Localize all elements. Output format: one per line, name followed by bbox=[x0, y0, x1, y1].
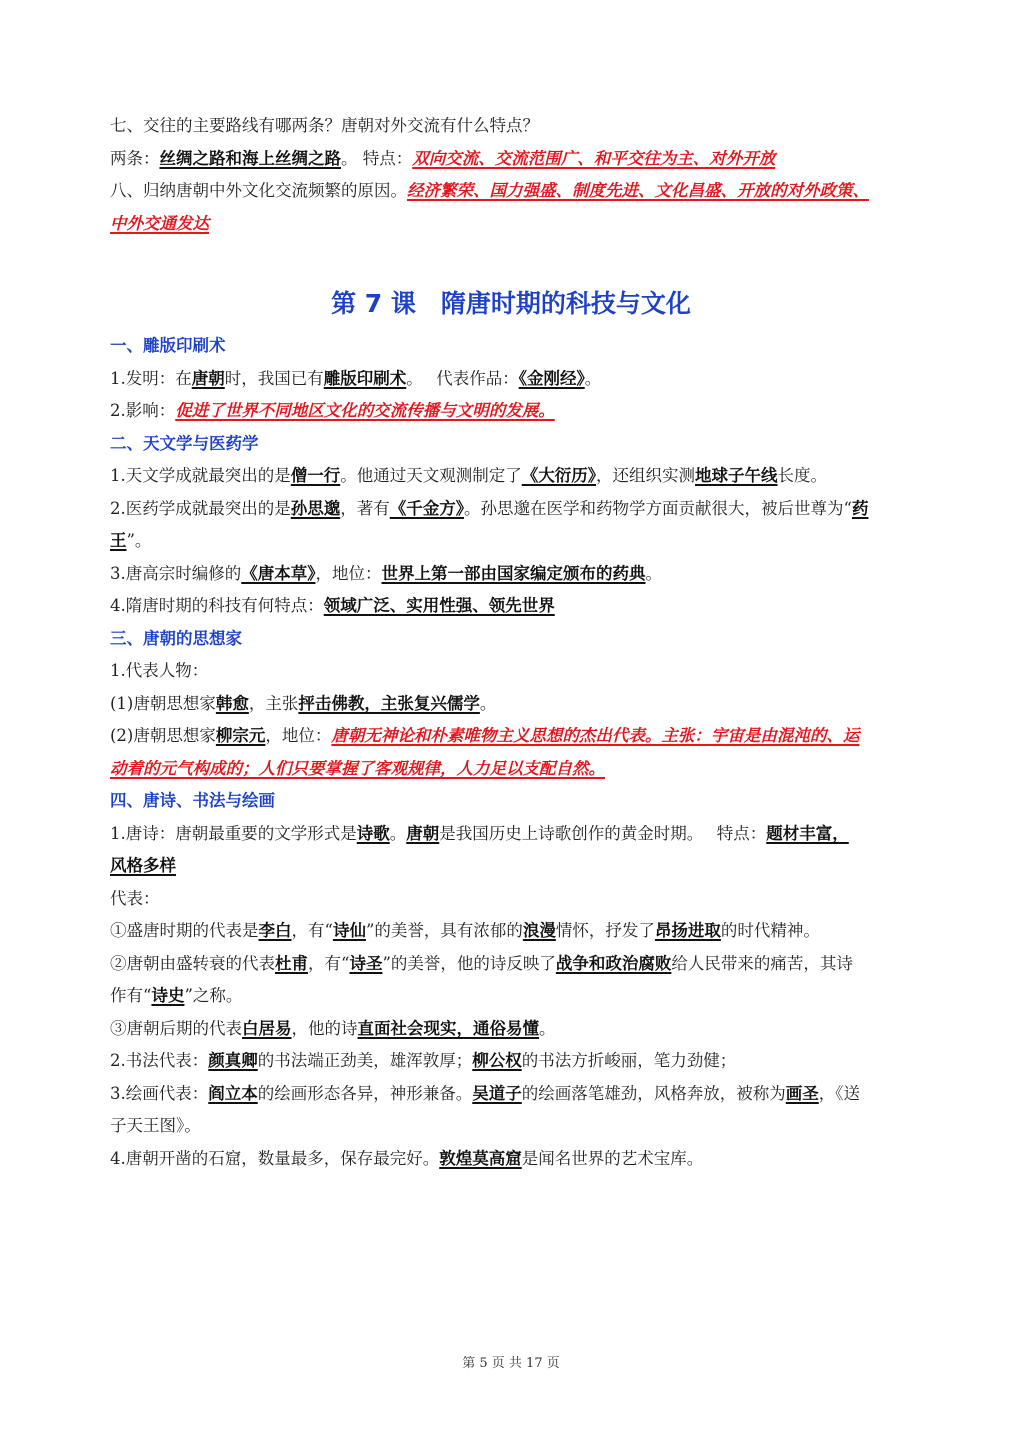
text: ③唐朝后期的代表 bbox=[110, 1018, 242, 1038]
keyword: 题材丰富， bbox=[766, 823, 849, 843]
text: ”的美誉，具有浓郁的 bbox=[365, 921, 523, 940]
s2-line-2-cont bbox=[110, 525, 912, 558]
keyword: 世界上第一部由国家编定颁布的药典 bbox=[381, 563, 646, 583]
text: 的书法端正劲美，雄浑敦厚； bbox=[257, 1051, 473, 1070]
text: 的绘画形态各异，神形兼备。 bbox=[257, 1083, 473, 1103]
s4-line-2: 代表： bbox=[110, 888, 160, 908]
text: 的书法方折峻丽，笔力劲健； bbox=[521, 1051, 737, 1070]
keyword: 诗圣 bbox=[349, 953, 383, 973]
section-heading-printing: 一、雕版印刷术 bbox=[110, 336, 226, 355]
text: 1.发明：在 bbox=[110, 368, 192, 388]
s4-line-1-cont bbox=[110, 850, 912, 883]
keyword: 王 bbox=[110, 531, 127, 550]
keyword: 《千金方》 bbox=[389, 498, 464, 518]
s2-line-3 bbox=[110, 558, 912, 591]
text: ”的美誉，他的诗反映了 bbox=[382, 953, 556, 973]
text: ，他的诗 bbox=[291, 1018, 358, 1038]
page-content bbox=[110, 110, 912, 1175]
keyword: 雕版印刷术 bbox=[323, 368, 407, 388]
keyword: 孙思邈 bbox=[290, 498, 341, 518]
s4-line-7 bbox=[110, 1078, 912, 1111]
keyword: 画圣 bbox=[785, 1083, 819, 1103]
s4-line-4 bbox=[110, 948, 912, 981]
keyword: 风格多样 bbox=[110, 856, 176, 875]
s3-line-2 bbox=[110, 688, 912, 721]
keyword: 诗仙 bbox=[332, 921, 366, 940]
text: ，有“ bbox=[291, 921, 333, 940]
text: ，主张 bbox=[248, 693, 299, 713]
text: 3.绘画代表： bbox=[110, 1083, 209, 1103]
text: 1.唐诗：唐朝最重要的文学形式是 bbox=[110, 823, 357, 843]
keyword: 直面社会现实，通俗易懂 bbox=[357, 1018, 539, 1038]
text: 。 bbox=[539, 1018, 556, 1038]
text: 是我国历史上诗歌创作的黄金时期。 特点： bbox=[439, 823, 767, 843]
text: 。 代表作品： bbox=[406, 368, 519, 388]
s1-line-2 bbox=[110, 395, 912, 428]
text: 子天王图》。 bbox=[110, 1116, 201, 1135]
text: ，著有 bbox=[340, 498, 390, 518]
text: 情怀，抒发了 bbox=[555, 921, 655, 940]
red-answer: 促进了世界不同地区文化的交流传播与文明的发展。 bbox=[175, 401, 555, 420]
s3-line-3 bbox=[110, 720, 912, 753]
text: ”之称。 bbox=[184, 986, 243, 1005]
text: ，《送 bbox=[818, 1083, 860, 1103]
q7-answer-features: 双向交流、交流范围广、和平交往为主、对外开放 bbox=[412, 148, 776, 168]
keyword: 领域广泛、实用性强、领先世界 bbox=[323, 596, 555, 615]
section-heading-thinkers: 三、唐朝的思想家 bbox=[110, 628, 242, 648]
keyword: 诗史 bbox=[151, 986, 185, 1005]
q8-answer-cont bbox=[110, 208, 912, 241]
s2-line-4 bbox=[110, 590, 912, 623]
keyword: 诗歌 bbox=[356, 823, 390, 843]
s2-line-1 bbox=[110, 460, 912, 493]
text: 3.唐高宗时编修的 bbox=[110, 563, 242, 583]
text: ，还组织实测 bbox=[596, 466, 695, 485]
s1-line-1 bbox=[110, 363, 912, 396]
keyword: 昂扬进取 bbox=[654, 921, 721, 940]
s2-line-2 bbox=[110, 493, 912, 526]
text: 时，我国已有 bbox=[224, 368, 324, 388]
q8-answer-part2: 中外交通发达 bbox=[110, 213, 209, 233]
keyword: 《金刚经》 bbox=[518, 368, 585, 388]
text: 。 bbox=[645, 563, 662, 583]
keyword: 战争和政治腐败 bbox=[555, 953, 672, 973]
text: ，地位： bbox=[265, 726, 332, 745]
red-answer: 动着的元气构成的；人们只要掌握了客观规律，人力足以支配自然。 bbox=[110, 758, 605, 778]
keyword: 浪漫 bbox=[522, 921, 556, 940]
text: ”。 bbox=[126, 531, 152, 550]
q7-answer bbox=[110, 143, 912, 176]
keyword: 唐朝 bbox=[406, 823, 440, 843]
keyword: 柳宗元 bbox=[215, 726, 266, 745]
text: ①盛唐时期的代表是 bbox=[110, 921, 259, 940]
text: 4.隋唐时期的科技有何特点： bbox=[110, 596, 324, 615]
text: (1)唐朝思想家 bbox=[110, 693, 216, 713]
text: 。 bbox=[584, 368, 602, 388]
s4-line-3 bbox=[110, 915, 912, 948]
text: 是闻名世界的艺术宝库。 bbox=[521, 1148, 704, 1168]
lesson-title: 第 7 课 隋唐时期的科技与文化 bbox=[331, 289, 691, 318]
q7-question-text: 七、交往的主要路线有哪两条？唐朝对外交流有什么特点？ bbox=[110, 116, 539, 135]
text: ，有“ bbox=[308, 953, 350, 973]
keyword: 敦煌莫高窟 bbox=[439, 1148, 522, 1168]
s3-line-1: 1.代表人物： bbox=[110, 661, 209, 680]
keyword: 颜真卿 bbox=[208, 1051, 258, 1070]
keyword: 柳公权 bbox=[472, 1051, 522, 1070]
text: 作有“ bbox=[110, 986, 152, 1005]
page-footer: 第 5 页 共 17 页 bbox=[462, 1356, 560, 1371]
s4-line-4-cont bbox=[110, 980, 912, 1013]
text: 的时代精神。 bbox=[720, 921, 820, 940]
text: 1.天文学成就最突出的是 bbox=[110, 466, 291, 485]
keyword: 韩愈 bbox=[215, 693, 249, 713]
s4-line-8 bbox=[110, 1143, 912, 1176]
s4-line-7-cont bbox=[110, 1110, 912, 1143]
s4-line-5 bbox=[110, 1013, 912, 1046]
q7-answer-sep: 。 特点： bbox=[341, 148, 413, 168]
keyword: 抨击佛教，主张复兴儒学 bbox=[298, 693, 480, 713]
text: 2.影响： bbox=[110, 401, 176, 420]
keyword: 《唐本草》 bbox=[241, 563, 316, 583]
keyword: 地球子午线 bbox=[695, 466, 778, 485]
keyword: 《大衍历》 bbox=[521, 466, 596, 485]
keyword: 杜甫 bbox=[275, 953, 308, 973]
keyword: 李白 bbox=[258, 921, 292, 940]
q7-answer-routes: 丝绸之路和海上丝绸之路 bbox=[159, 148, 341, 168]
text: ，地位： bbox=[315, 563, 382, 583]
q7-question bbox=[110, 110, 912, 143]
red-answer: 唐朝无神论和朴素唯物主义思想的杰出代表。主张：宇宙是由混沌的、运 bbox=[331, 726, 860, 745]
keyword: 白居易 bbox=[242, 1018, 292, 1038]
text: 。他通过天文观测制定了 bbox=[340, 466, 522, 485]
text: (2)唐朝思想家 bbox=[110, 726, 216, 745]
text: 。 bbox=[479, 693, 497, 713]
text: 长度。 bbox=[777, 466, 827, 485]
text: 给人民带来的痛苦，其诗 bbox=[671, 953, 853, 973]
section-heading-poetry-art: 四、唐诗、书法与绘画 bbox=[110, 791, 275, 810]
q7-answer-label: 两条： bbox=[110, 148, 160, 168]
text: ②唐朝由盛转衰的代表 bbox=[110, 953, 275, 973]
keyword: 吴道子 bbox=[472, 1083, 522, 1103]
s4-line-1 bbox=[110, 818, 912, 851]
keyword: 阎立本 bbox=[208, 1083, 258, 1103]
text: 4.唐朝开凿的石窟，数量最多，保存最完好。 bbox=[110, 1148, 440, 1168]
s4-line-6 bbox=[110, 1045, 912, 1078]
text: 2.书法代表： bbox=[110, 1051, 209, 1070]
s3-line-3-cont bbox=[110, 753, 912, 786]
keyword: 僧一行 bbox=[290, 466, 341, 485]
q8-question-text: 八、归纳唐朝中外文化交流频繁的原因。 bbox=[110, 181, 407, 200]
text: 。 bbox=[389, 823, 407, 843]
text: 的绘画落笔雄劲，风格奔放，被称为 bbox=[521, 1083, 786, 1103]
keyword: 药 bbox=[851, 498, 869, 518]
text: 。孙思邈在医学和药物学方面贡献很大，被后世尊为“ bbox=[464, 498, 852, 518]
q8-question bbox=[110, 175, 912, 208]
text: 2.医药学成就最突出的是 bbox=[110, 498, 291, 518]
section-heading-astronomy-medicine: 二、天文学与医药学 bbox=[110, 433, 259, 453]
keyword: 唐朝 bbox=[191, 368, 225, 388]
q8-answer-part1: 经济繁荣、国力强盛、制度先进、文化昌盛、开放的对外政策、 bbox=[407, 181, 869, 200]
